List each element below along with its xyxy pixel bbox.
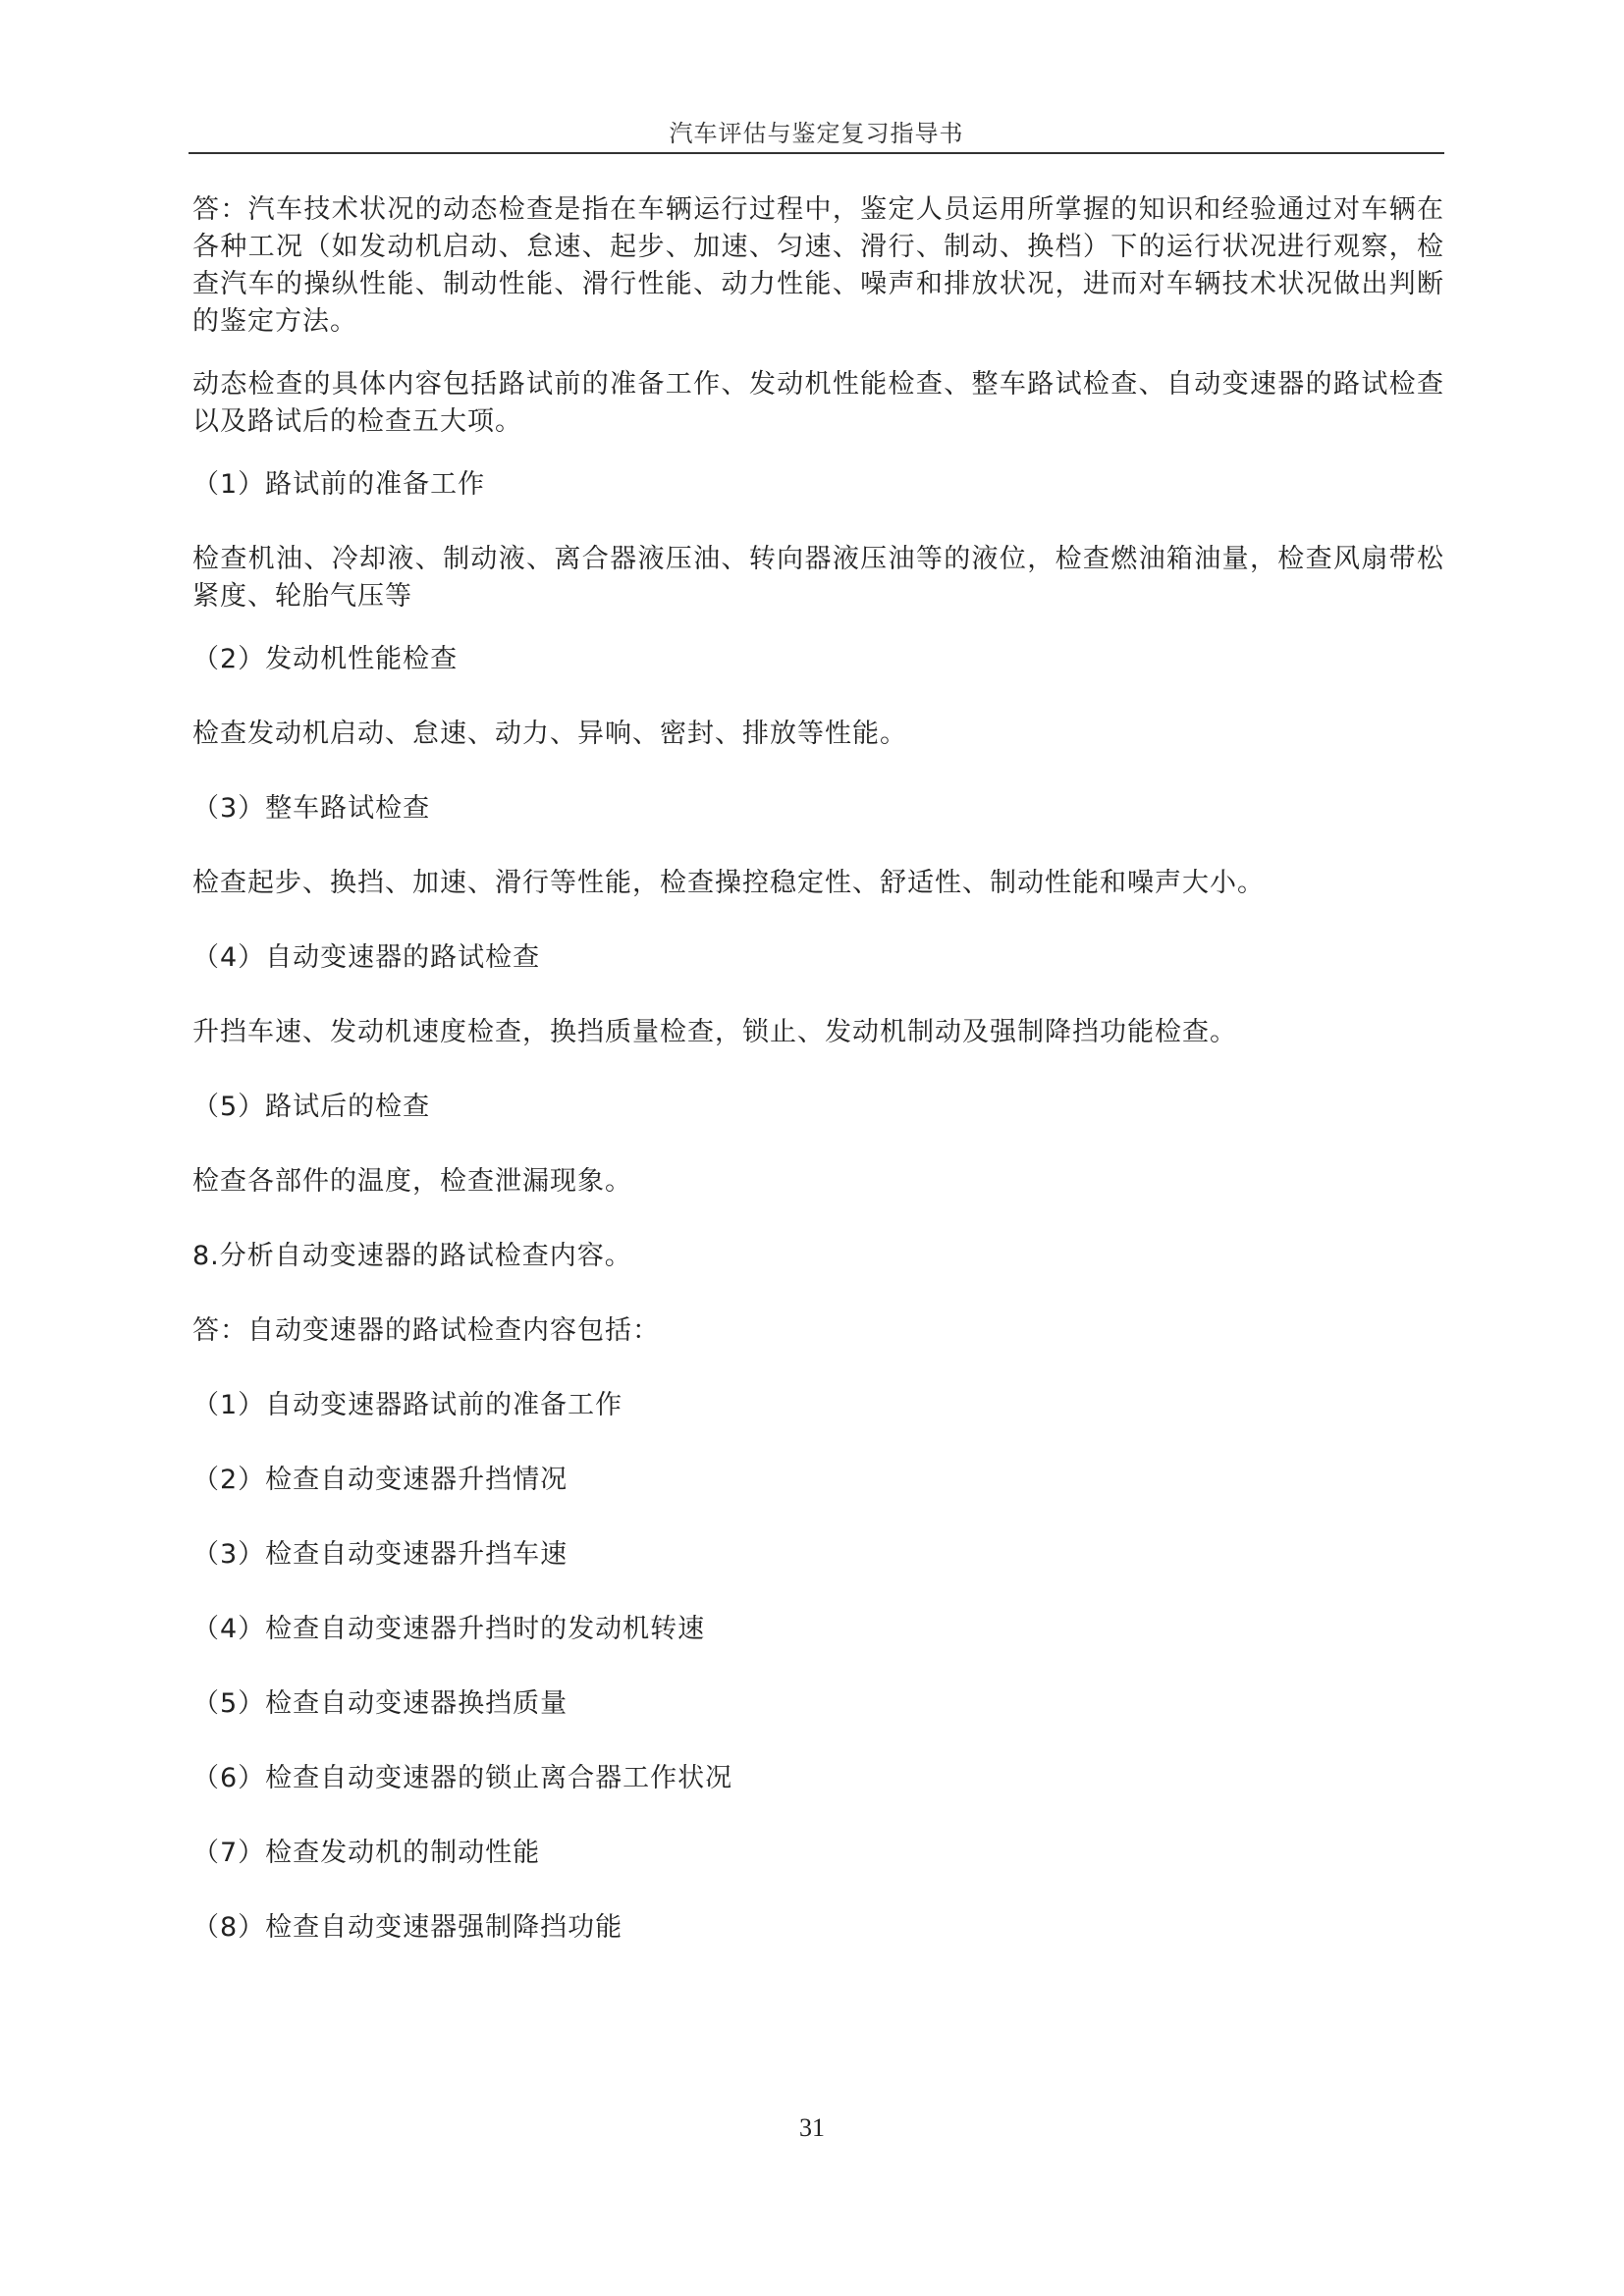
section-body: 检查各部件的温度，检查泄漏现象。 [192, 1166, 632, 1197]
question-8: 8.分析自动变速器的路试检查内容。 [192, 1241, 632, 1271]
answer-8-list-item: （2）检查自动变速器升挡情况 [192, 1465, 568, 1495]
answer-8-list-item: （8）检查自动变速器强制降挡功能 [192, 1912, 623, 1943]
section-body: 检查起步、换挡、加速、滑行等性能，检查操控稳定性、舒适性、制动性能和噪声大小。 [192, 868, 1265, 898]
section-heading: （2）发动机性能检查 [192, 644, 459, 674]
answer-intro-paragraph: 答：汽车技术状况的动态检查是指在车辆运行过程中，鉴定人员运用所掌握的知识和经验通过对车辆在各种工况（如发动机启动、怠速、起步、加速、匀速、滑行、制动、换档）下的运行状况进行观察，检查汽车的操纵性能、制动性能、滑行性能、动力性能、噪声和排放状况，进而对车辆技术状况做出判断的鉴定方法。 [192, 194, 1444, 337]
answer-8-list-item: （1）自动变速器路试前的准备工作 [192, 1390, 623, 1420]
section-heading: （4）自动变速器的路试检查 [192, 942, 541, 973]
section-heading: （3）整车路试检查 [192, 793, 431, 824]
section-heading: （5）路试后的检查 [192, 1092, 431, 1122]
page-number: 31 [799, 2113, 825, 2142]
overview-paragraph: 动态检查的具体内容包括路试前的准备工作、发动机性能检查、整车路试检查、自动变速器的路试检查以及路试后的检查五大项。 [192, 369, 1444, 437]
header-divider [189, 152, 1444, 154]
answer-8-list-item: （3）检查自动变速器升挡车速 [192, 1539, 568, 1570]
page-header-title: 汽车评估与鉴定复习指导书 [669, 120, 964, 147]
document-body [192, 191, 1444, 1984]
section-body: 检查机油、冷却液、制动液、离合器液压油、转向器液压油等的液位，检查燃油箱油量，检查风扇带松紧度、轮胎气压等 [192, 544, 1444, 612]
answer-8-intro: 答：自动变速器的路试检查内容包括： [192, 1315, 660, 1346]
answer-8-list-item: （6）检查自动变速器的锁止离合器工作状况 [192, 1763, 733, 1793]
section-heading: （1）路试前的准备工作 [192, 469, 486, 500]
section-body: 检查发动机启动、怠速、动力、异响、密封、排放等性能。 [192, 719, 907, 749]
section-body: 升挡车速、发动机速度检查，换挡质量检查，锁止、发动机制动及强制降挡功能检查。 [192, 1017, 1237, 1047]
answer-8-list-item: （4）检查自动变速器升挡时的发动机转速 [192, 1614, 706, 1644]
answer-8-list-item: （5）检查自动变速器换挡质量 [192, 1688, 568, 1719]
answer-8-list-item: （7）检查发动机的制动性能 [192, 1838, 541, 1868]
